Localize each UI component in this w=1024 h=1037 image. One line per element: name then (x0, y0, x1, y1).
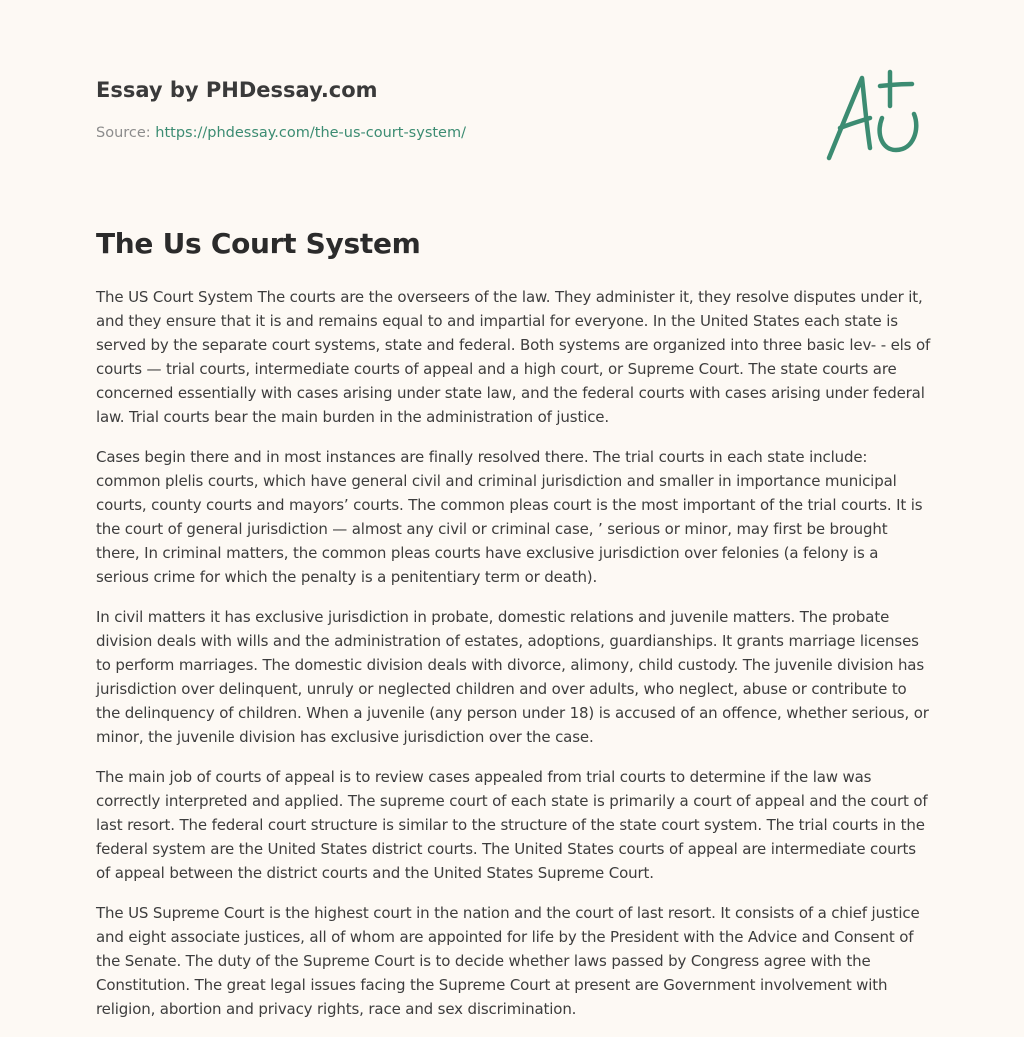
essay-paragraph: Cases begin there and in most instances are finally resolved there. The trial courts in each state include: common plelis courts, which have general civil and criminal jurisdiction and smaller in importance municipal courts, county courts and mayors’ courts. The common pleas court is the most important of the trial courts. It is the court of general jurisdiction — almost any civil or criminal case, ’ serious or minor, may first be brought there, In criminal matters, the common pleas courts have exclusive jurisdiction over felonies (a felony is a serious crime for which the penalty is a penitentiary term or death). (96, 448, 923, 586)
essay-paragraph: The main job of courts of appeal is to review cases appealed from trial courts to determine if the law was correctly interpreted and applied. The supreme court of each state is primarily a court of appeal and the court of last resort. The federal court structure is similar to the structure of the state court system. The trial courts in the federal system are the United States district courts. The United States courts of appeal are intermediate courts of appeal between the district courts and the United States Supreme Court. (96, 768, 928, 882)
source-line (96, 123, 796, 143)
essay-paragraph: In civil matters it has exclusive jurisdiction in probate, domestic relations and juvenile matters. The probate division deals with wills and the administration of estates, adoptions, guardianships. It grants marriage licenses to perform marriages. The domestic division deals with divorce, alimony, child custody. The juvenile division has jurisdiction over delinquent, unruly or neglected children and over adults, who neglect, abuse or contribute to the delinquency of children. When a juvenile (any person under 18) is accused of an offence, whether serious, or minor, the juvenile division has exclusive jurisdiction over the case. (96, 608, 929, 746)
essay-body (96, 285, 932, 1037)
source-link[interactable]: https://phdessay.com/the-us-court-system/ (155, 125, 466, 141)
source-label: Source: (96, 125, 156, 141)
a-plus-grade-icon (820, 66, 930, 166)
essay-header (96, 76, 796, 143)
essay-paragraph: The US Court System The courts are the overseers of the law. They administer it, they resolve disputes under it, and they ensure that it is and remains equal to and impartial for everyone. In the United States each state is served by the separate court systems, state and federal. Both systems are organized into three basic lev- - els of courts — trial courts, intermediate courts of appeal and a high court, or Supreme Court. The state courts are concerned essentially with cases arising under state law, and the federal courts with cases arising under federal law. Trial courts bear the main burden in the administration of justice. (96, 288, 931, 426)
brand-title: Essay by PHDessay.com (96, 78, 378, 102)
essay-title: The Us Court System (96, 227, 421, 260)
essay-paragraph: The US Supreme Court is the highest court in the nation and the court of last resort. It consists of a chief justice and eight associate justices, all of whom are appointed for life by the President with the Advice and Consent of the Senate. The duty of the Supreme Court is to decide whether laws passed by Congress agree with the Constitution. The great legal issues facing the Supreme Court at present are Government involvement with religion, abortion and privacy rights, race and sex discrimination. (96, 904, 920, 1018)
